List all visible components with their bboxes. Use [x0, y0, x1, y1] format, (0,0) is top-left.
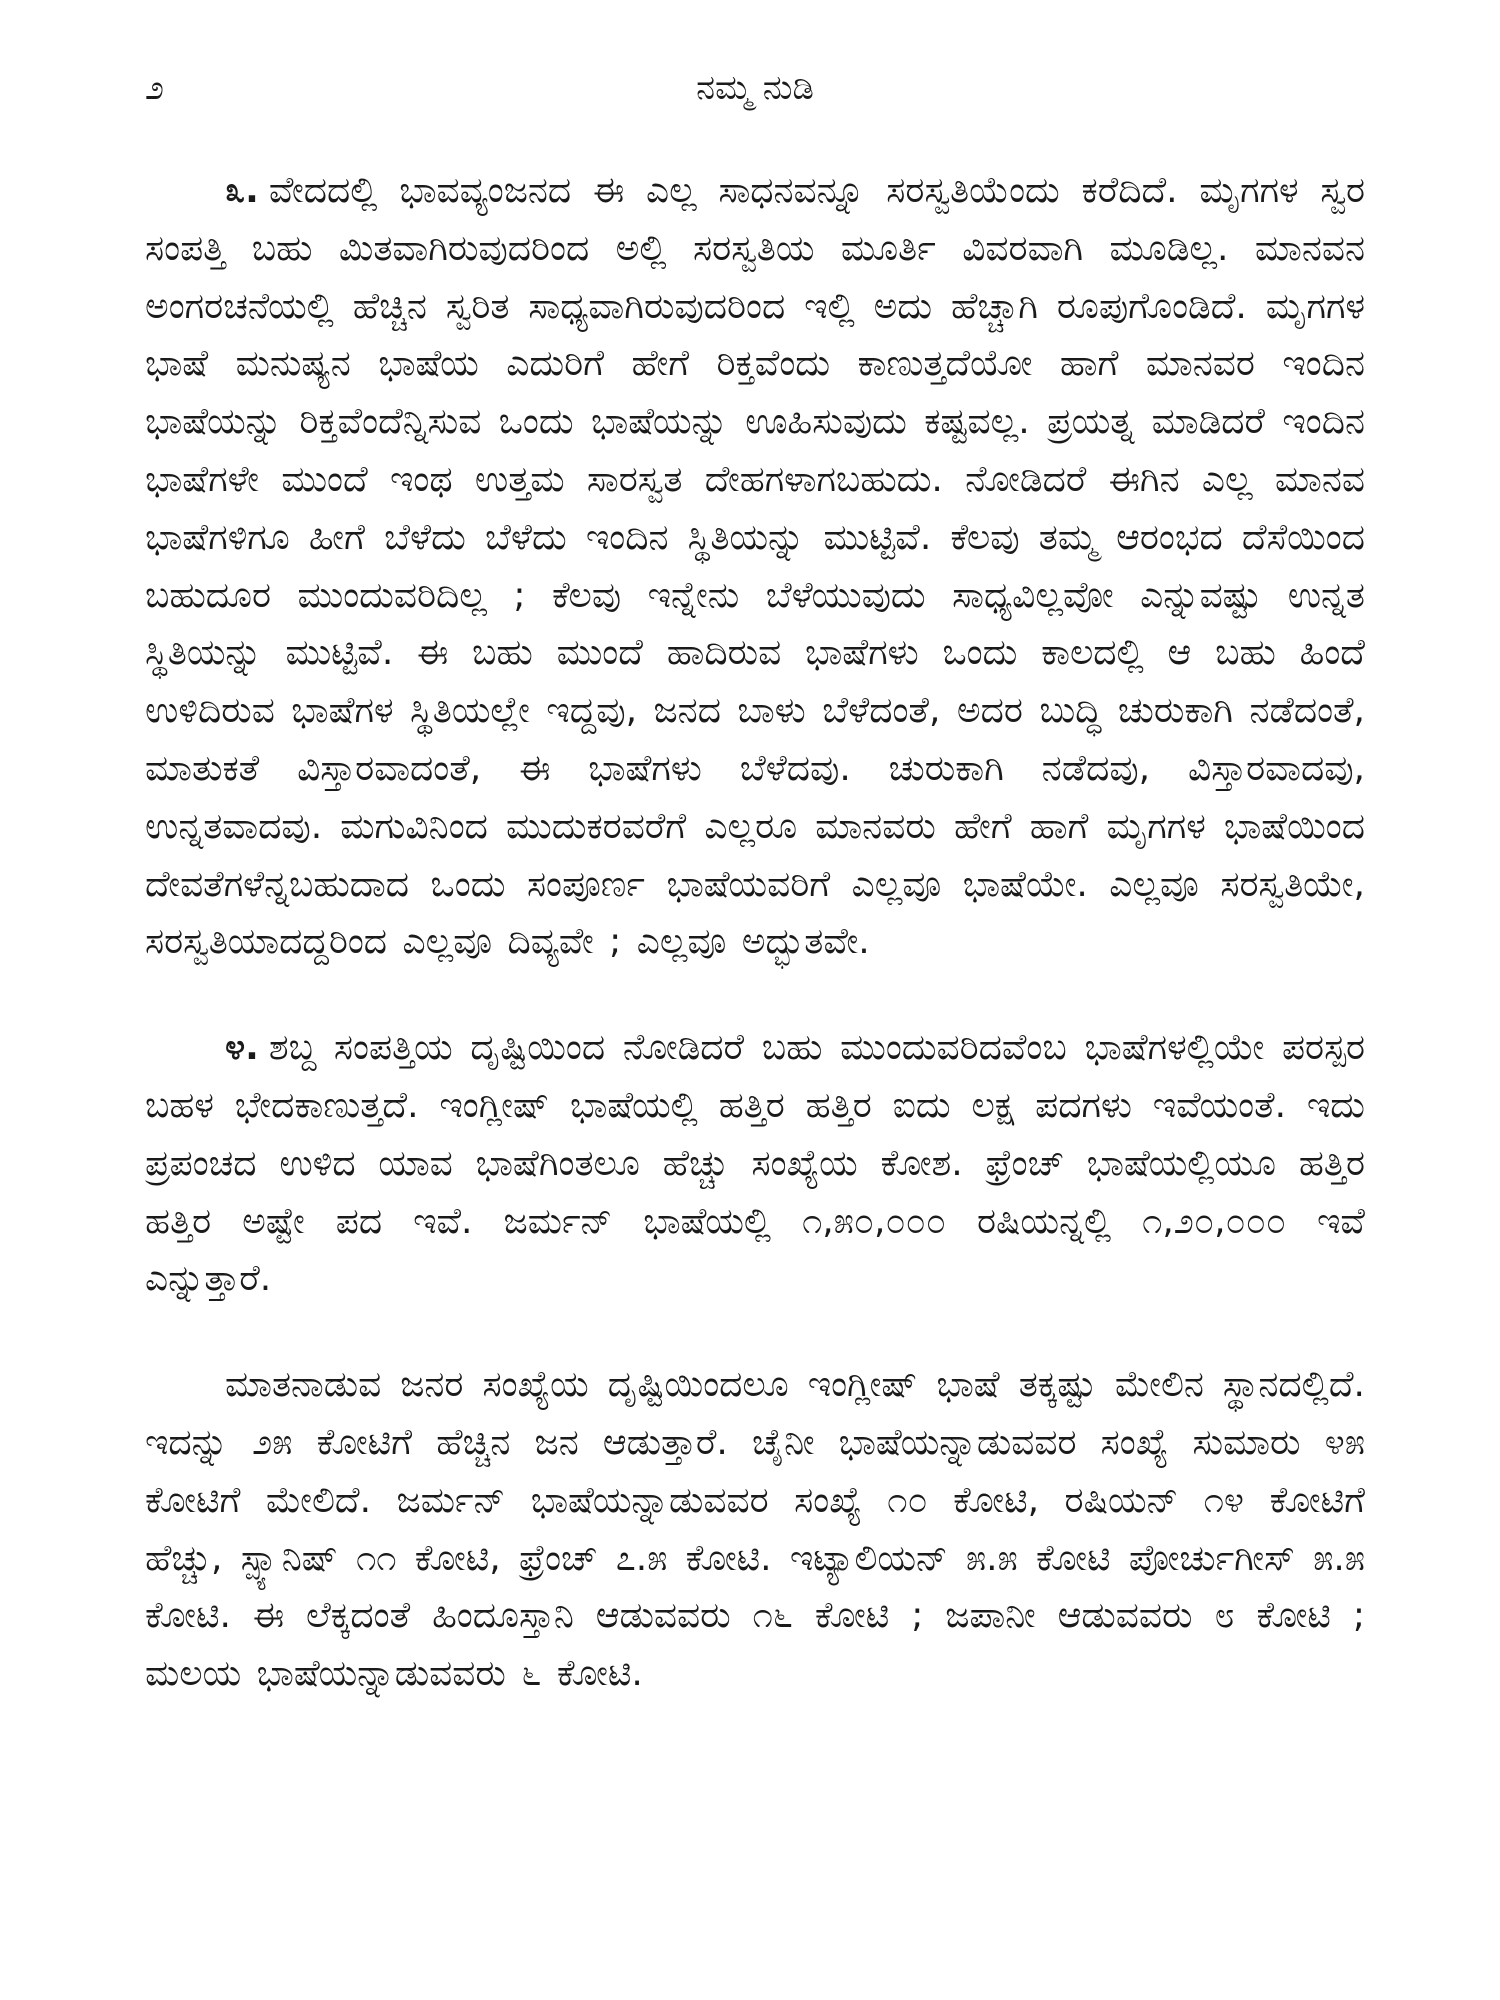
page-header — [145, 60, 1365, 130]
page-number: ೨ — [145, 68, 165, 108]
paragraph-text: ಶಬ್ದ ಸಂಪತ್ತಿಯ ದೃಷ್ಟಿಯಿಂದ ನೋಡಿದರೆ ಬಹು ಮುಂದುವರಿದವೆಂಬ ಭಾಷೆಗಳಲ್ಲಿಯೇ ಪರಸ್ಪರ ಬಹಳ ಭೇದಕಾಣುತ್ತದೆ. ಇಂಗ್ಲೀಷ್ ಭಾಷೆಯಲ್ಲಿ ಹತ್ತಿರ ಹತ್ತಿರ ಐದು ಲಕ್ಷ ಪದಗಳು ಇವೆಯಂತೆ. ಇದು ಪ್ರಪಂಚದ ಉಳಿದ ಯಾವ ಭಾಷೆಗಿಂತಲೂ ಹೆಚ್ಚು ಸಂಖ್ಯೆಯ ಕೋಶ. ಫ್ರೆಂಚ್ ಭಾಷೆಯಲ್ಲಿಯೂ ಹತ್ತಿರ ಹತ್ತಿರ ಅಷ್ಟೇ ಪದ ಇವೆ. ಜರ್ಮನ್ ಭಾಷೆಯಲ್ಲಿ ೧,೫೦,೦೦೦ ರಷಿಯನ್ನಲ್ಲಿ ೧,೨೦,೦೦೦ ಇವೆ ಎನ್ನುತ್ತಾರೆ. — [145, 1027, 1365, 1300]
running-title: ನಮ್ಮ ನುಡಿ — [696, 68, 814, 108]
paragraph-speakers — [145, 1356, 1365, 1703]
paragraph-3 — [145, 162, 1365, 971]
body-text — [145, 162, 1365, 1703]
paragraph-4 — [145, 1019, 1365, 1308]
paragraph-number: ೪. — [225, 1027, 259, 1069]
paragraph-text: ವೇದದಲ್ಲಿ ಭಾವವ್ಯಂಜನದ ಈ ಎಲ್ಲ ಸಾಧನವನ್ನೂ ಸರಸ್ವತಿಯೆಂದು ಕರೆದಿದೆ. ಮೃಗಗಳ ಸ್ವರ ಸಂಪತ್ತಿ ಬಹು ಮಿತವಾಗಿರುವುದರಿಂದ ಅಲ್ಲಿ ಸರಸ್ವತಿಯ ಮೂರ್ತಿ ವಿವರವಾಗಿ ಮೂಡಿಲ್ಲ. ಮಾನವನ ಅಂಗರಚನೆಯಲ್ಲಿ ಹೆಚ್ಚಿನ ಸ್ವರಿತ ಸಾಧ್ಯವಾಗಿರುವುದರಿಂದ ಇಲ್ಲಿ ಅದು ಹೆಚ್ಚಾಗಿ ರೂಪುಗೊಂಡಿದೆ. ಮೃಗಗಳ ಭಾಷೆ ಮನುಷ್ಯನ ಭಾಷೆಯ ಎದುರಿಗೆ ಹೇಗೆ ರಿಕ್ತವೆಂದು ಕಾಣುತ್ತದೆಯೋ ಹಾಗೆ ಮಾನವರ ಇಂದಿನ ಭಾಷೆಯನ್ನು ರಿಕ್ತವೆಂದೆನ್ನಿಸುವ ಒಂದು ಭಾಷೆಯನ್ನು ಊಹಿಸುವುದು ಕಷ್ಟವಲ್ಲ. ಪ್ರಯತ್ನ ಮಾಡಿದರೆ ಇಂದಿನ ಭಾಷೆಗಳೇ ಮುಂದೆ ಇಂಥ ಉತ್ತಮ ಸಾರಸ್ವತ ದೇಹಗಳಾಗಬಹುದು. ನೋಡಿದರೆ ಈಗಿನ ಎಲ್ಲ ಮಾನವ ಭಾಷೆಗಳಿಗೂ ಹೀಗೆ ಬೆಳೆದು ಬೆಳೆದು ಇಂದಿನ ಸ್ಥಿತಿಯನ್ನು ಮುಟ್ಟಿವೆ. ಕೆಲವು ತಮ್ಮ ಆರಂಭದ ದೆಸೆಯಿಂದ ಬಹುದೂರ ಮುಂದುವರಿದಿಲ್ಲ ; ಕೆಲವು ಇನ್ನೇನು ಬೆಳೆಯುವುದು ಸಾಧ್ಯವಿಲ್ಲವೋ ಎನ್ನುವಷ್ಟು ಉನ್ನತ ಸ್ಥಿತಿಯನ್ನು ಮುಟ್ಟಿವೆ. ಈ ಬಹು ಮುಂದೆ ಹಾದಿರುವ ಭಾಷೆಗಳು ಒಂದು ಕಾಲದಲ್ಲಿ ಆ ಬಹು ಹಿಂದೆ ಉಳಿದಿರುವ ಭಾಷೆಗಳ ಸ್ಥಿತಿಯಲ್ಲೇ ಇದ್ದವು, ಜನದ ಬಾಳು ಬೆಳೆದಂತೆ, ಅದರ ಬುದ್ಧಿ ಚುರುಕಾಗಿ ನಡೆದಂತೆ, ಮಾತುಕತೆ ವಿಸ್ತಾರವಾದಂತೆ, ಈ ಭಾಷೆಗಳು ಬೆಳೆದವು. ಚುರುಕಾಗಿ ನಡೆದವು, ವಿಸ್ತಾರವಾದವು, ಉನ್ನತವಾದವು. ಮಗುವಿನಿಂದ ಮುದುಕರವರೆಗೆ ಎಲ್ಲರೂ ಮಾನವರು ಹೇಗೆ ಹಾಗೆ ಮೃಗಗಳ ಭಾಷೆಯಿಂದ ದೇವತೆಗಳೆನ್ನಬಹುದಾದ ಒಂದು ಸಂಪೂರ್ಣ ಭಾಷೆಯವರಿಗೆ ಎಲ್ಲವೂ ಭಾಷೆಯೇ. ಎಲ್ಲವೂ ಸರಸ್ವತಿಯೇ, ಸರಸ್ವತಿಯಾದದ್ದರಿಂದ ಎಲ್ಲವೂ ದಿವ್ಯವೇ ; ಎಲ್ಲವೂ ಅದ್ಭುತವೇ. — [145, 170, 1365, 963]
paragraph-number: ೩. — [225, 170, 259, 211]
paragraph-text: ಮಾತನಾಡುವ ಜನರ ಸಂಖ್ಯೆಯ ದೃಷ್ಟಿಯಿಂದಲೂ ಇಂಗ್ಲೀಷ್ ಭಾಷೆ ತಕ್ಕಷ್ಟು ಮೇಲಿನ ಸ್ಥಾನದಲ್ಲಿದೆ. ಇದನ್ನು ೨೫ ಕೋಟಿಗೆ ಹೆಚ್ಚಿನ ಜನ ಆಡುತ್ತಾರೆ. ಚೈನೀ ಭಾಷೆಯನ್ನಾಡುವವರ ಸಂಖ್ಯೆ ಸುಮಾರು ೪೫ ಕೋಟಿಗೆ ಮೇಲಿದೆ. ಜರ್ಮನ್ ಭಾಷೆಯನ್ನಾಡುವವರ ಸಂಖ್ಯೆ ೧೦ ಕೋಟಿ, ರಷಿಯನ್ ೧೪ ಕೋಟಿಗೆ ಹೆಚ್ಚು, ಸ್ಪ್ಯಾನಿಷ್ ೧೧ ಕೋಟಿ, ಫ್ರೆಂಚ್ ೭.೫ ಕೋಟಿ. ಇಟ್ಯಾಲಿಯನ್ ೫.೫ ಕೋಟಿ ಪೋರ್ಚುಗೀಸ್ ೫.೫ ಕೋಟಿ. ಈ ಲೆಕ್ಕದಂತೆ ಹಿಂದೂಸ್ತಾನಿ ಆಡುವವರು ೧೬ ಕೋಟಿ ; ಜಪಾನೀ ಆಡುವವರು ೮ ಕೋಟಿ ; ಮಲಯ ಭಾಷೆಯನ್ನಾಡುವವರು ೬ ಕೋಟಿ. — [145, 1364, 1365, 1695]
